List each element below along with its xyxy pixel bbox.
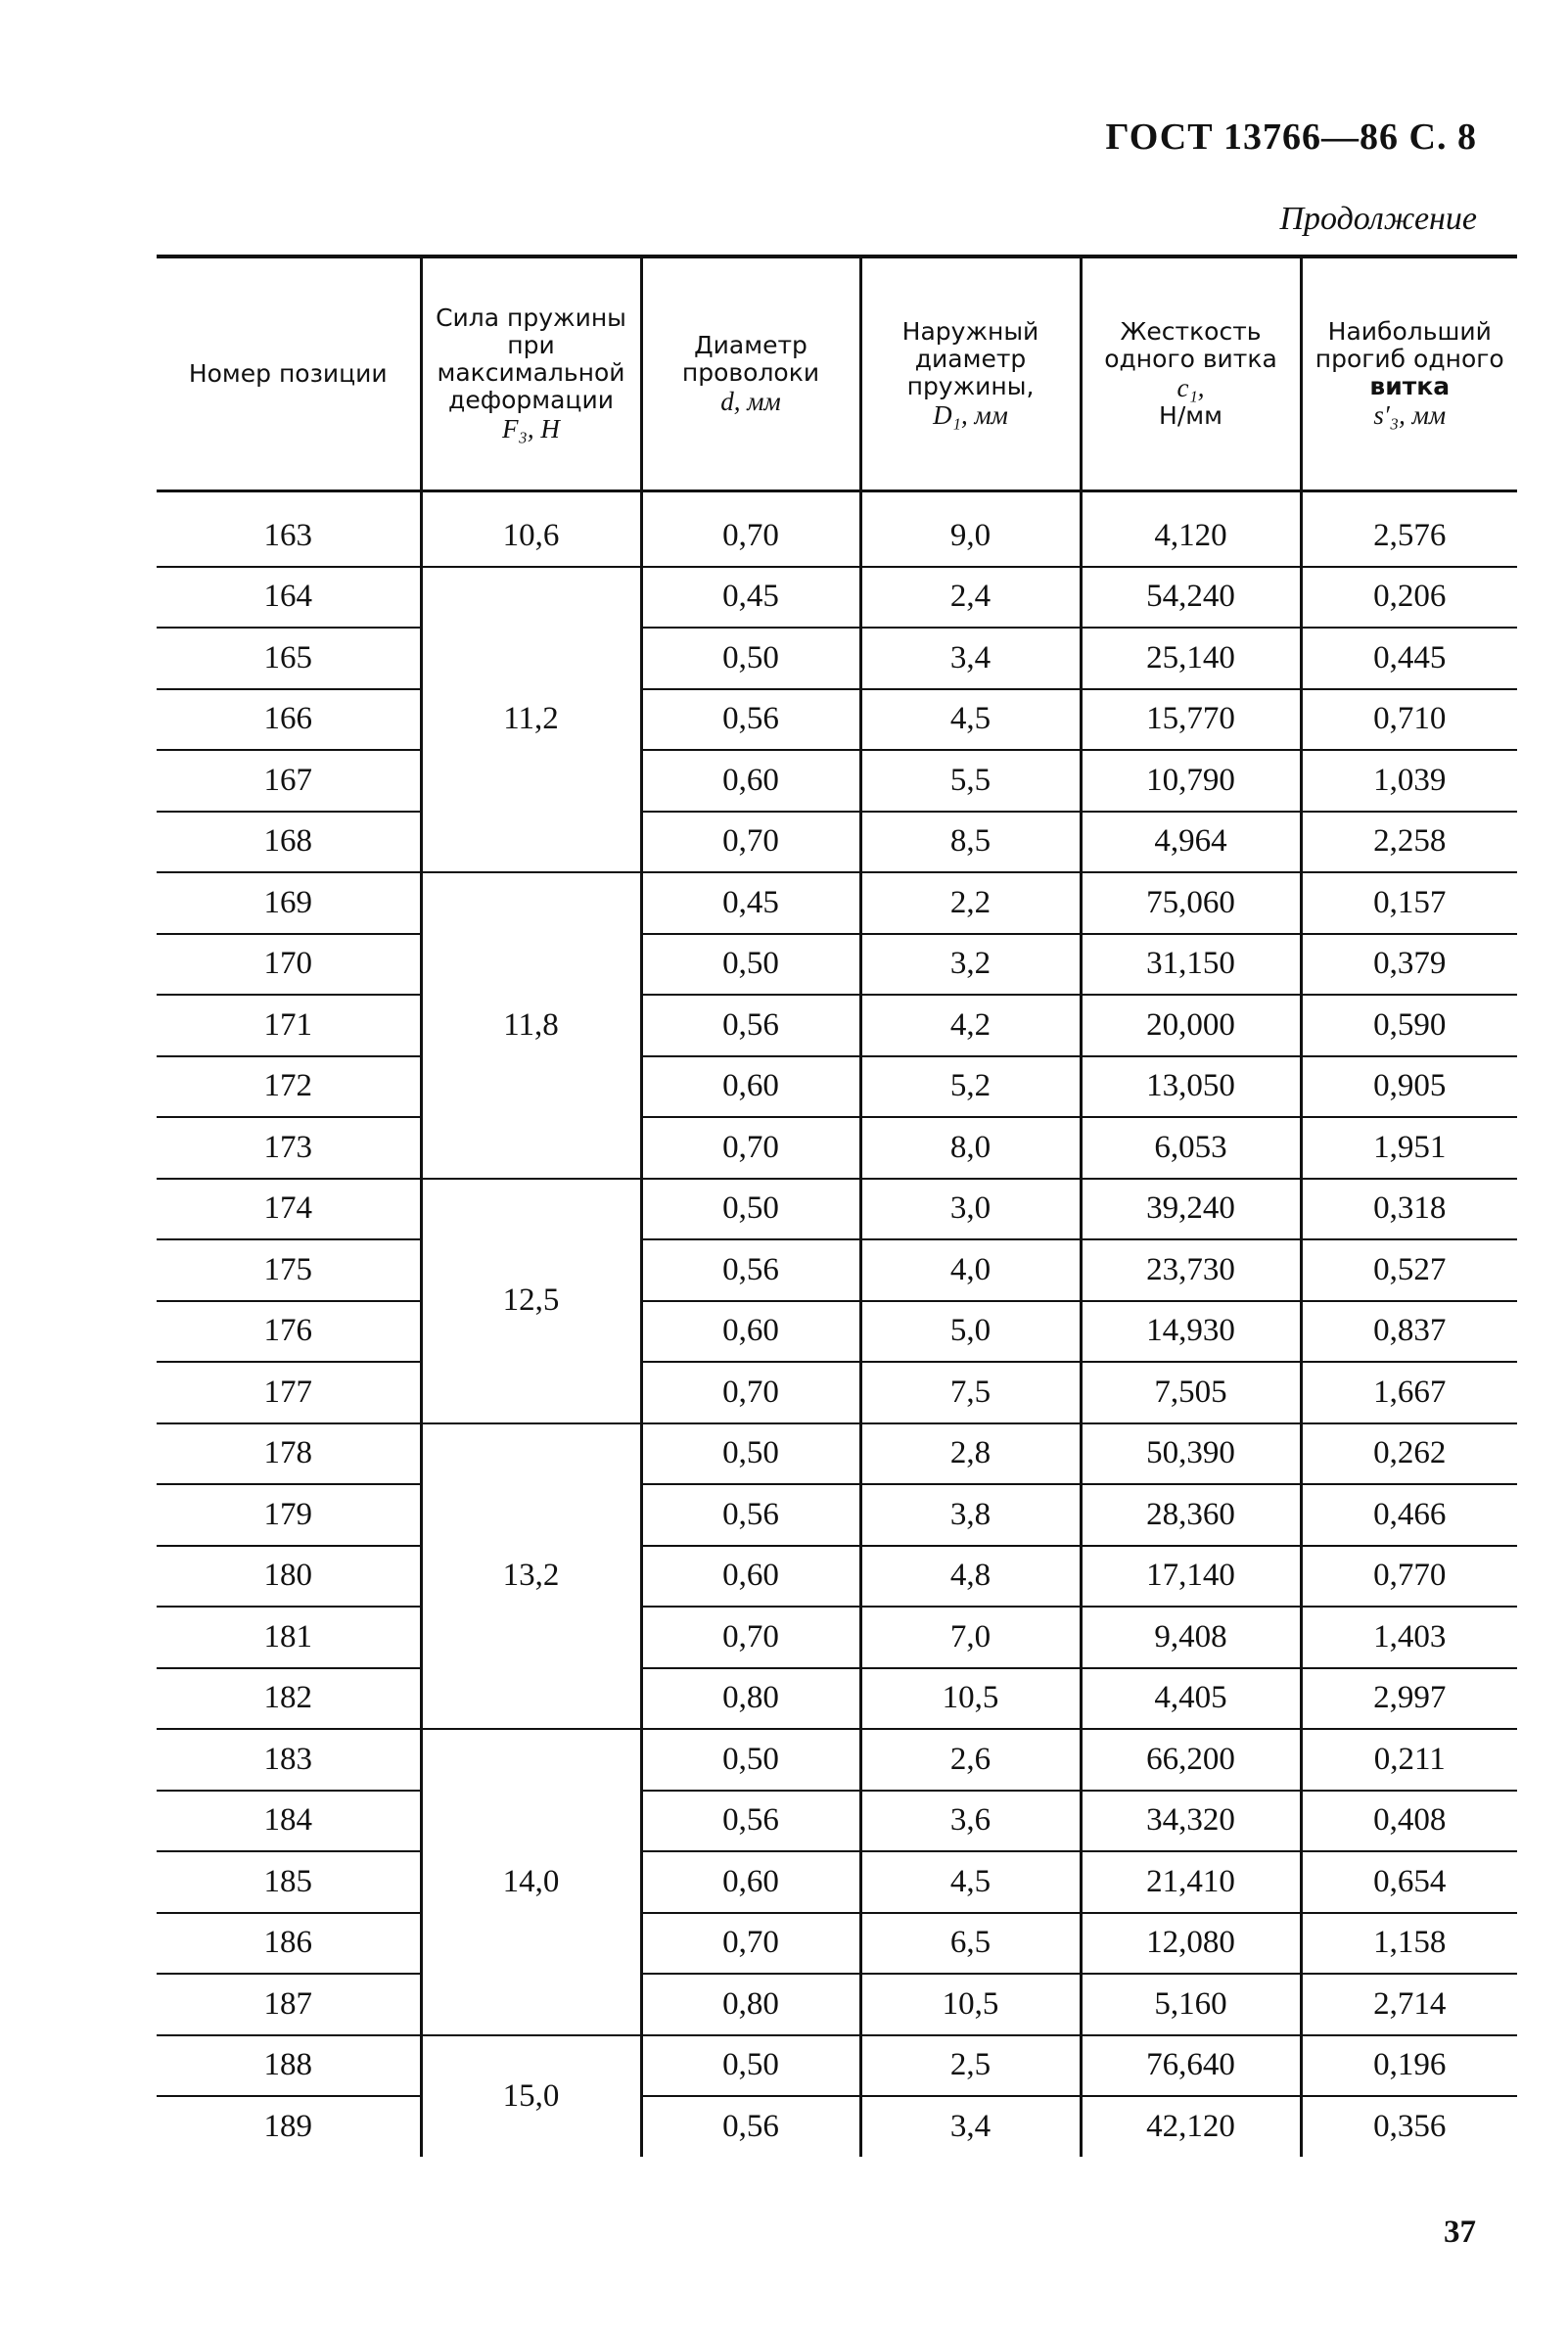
wire-diameter-cell: 0,50 xyxy=(641,1729,860,1791)
stiffness-cell: 13,050 xyxy=(1081,1056,1301,1118)
wire-diameter-cell: 0,50 xyxy=(641,1179,860,1240)
wire-diameter-cell: 0,56 xyxy=(641,1484,860,1546)
table-row xyxy=(157,750,1517,812)
position-cell: 175 xyxy=(157,1239,421,1301)
stiffness-cell: 76,640 xyxy=(1081,2035,1301,2097)
deflection-cell: 0,157 xyxy=(1301,872,1517,934)
force-cell: 10,6 xyxy=(421,491,641,567)
outer-diameter-cell: 2,4 xyxy=(860,567,1081,629)
wire-diameter-cell: 0,50 xyxy=(641,934,860,996)
position-cell: 184 xyxy=(157,1791,421,1852)
force-cell: 14,0 xyxy=(421,1729,641,2035)
position-cell: 174 xyxy=(157,1179,421,1240)
outer-diameter-cell: 2,2 xyxy=(860,872,1081,934)
wire-diameter-cell: 0,45 xyxy=(641,567,860,629)
stiffness-cell: 23,730 xyxy=(1081,1239,1301,1301)
table-row xyxy=(157,872,1517,934)
header-stiffness: Жесткость одного витка c₁, Н/мм xyxy=(1081,256,1301,491)
position-cell: 185 xyxy=(157,1851,421,1913)
outer-diameter-cell: 5,0 xyxy=(860,1301,1081,1363)
position-cell: 178 xyxy=(157,1423,421,1485)
table-row xyxy=(157,1179,1517,1240)
position-cell: 180 xyxy=(157,1546,421,1608)
outer-diameter-cell: 5,5 xyxy=(860,750,1081,812)
force-cell: 13,2 xyxy=(421,1423,641,1730)
stiffness-cell: 10,790 xyxy=(1081,750,1301,812)
deflection-cell: 0,262 xyxy=(1301,1423,1517,1485)
wire-diameter-cell: 0,56 xyxy=(641,1239,860,1301)
outer-diameter-cell: 10,5 xyxy=(860,1668,1081,1730)
deflection-cell: 1,158 xyxy=(1301,1913,1517,1975)
stiffness-cell: 12,080 xyxy=(1081,1913,1301,1975)
table-row xyxy=(157,995,1517,1056)
position-cell: 179 xyxy=(157,1484,421,1546)
deflection-cell: 0,527 xyxy=(1301,1239,1517,1301)
deflection-cell: 1,951 xyxy=(1301,1117,1517,1179)
deflection-cell: 0,211 xyxy=(1301,1729,1517,1791)
stiffness-cell: 7,505 xyxy=(1081,1362,1301,1423)
outer-diameter-cell: 8,5 xyxy=(860,812,1081,873)
wire-diameter-cell: 0,70 xyxy=(641,1607,860,1668)
table-row xyxy=(157,1484,1517,1546)
wire-diameter-cell: 0,56 xyxy=(641,2096,860,2157)
position-cell: 169 xyxy=(157,872,421,934)
stiffness-cell: 25,140 xyxy=(1081,628,1301,689)
deflection-cell: 2,997 xyxy=(1301,1668,1517,1730)
stiffness-cell: 39,240 xyxy=(1081,1179,1301,1240)
stiffness-cell: 14,930 xyxy=(1081,1301,1301,1363)
wire-diameter-cell: 0,70 xyxy=(641,1117,860,1179)
position-cell: 166 xyxy=(157,689,421,751)
wire-diameter-cell: 0,60 xyxy=(641,1546,860,1608)
wire-diameter-cell: 0,60 xyxy=(641,1056,860,1118)
outer-diameter-cell: 10,5 xyxy=(860,1974,1081,2035)
wire-diameter-cell: 0,50 xyxy=(641,2035,860,2097)
table-row xyxy=(157,689,1517,751)
force-cell: 11,2 xyxy=(421,567,641,873)
position-cell: 170 xyxy=(157,934,421,996)
stiffness-cell: 17,140 xyxy=(1081,1546,1301,1608)
wire-diameter-cell: 0,60 xyxy=(641,1851,860,1913)
header-force: Сила пружины при максимальной деформации F₃, Н xyxy=(421,256,641,491)
stiffness-cell: 34,320 xyxy=(1081,1791,1301,1852)
position-cell: 176 xyxy=(157,1301,421,1363)
deflection-cell: 0,206 xyxy=(1301,567,1517,629)
table-row xyxy=(157,1056,1517,1118)
table-row xyxy=(157,1423,1517,1485)
table-row xyxy=(157,1546,1517,1608)
stiffness-cell: 21,410 xyxy=(1081,1851,1301,1913)
deflection-cell: 0,654 xyxy=(1301,1851,1517,1913)
position-cell: 186 xyxy=(157,1913,421,1975)
outer-diameter-cell: 4,5 xyxy=(860,1851,1081,1913)
deflection-cell: 0,318 xyxy=(1301,1179,1517,1240)
outer-diameter-cell: 6,5 xyxy=(860,1913,1081,1975)
wire-diameter-cell: 0,50 xyxy=(641,628,860,689)
document-reference: ГОСТ 13766—86 С. 8 xyxy=(1105,117,1477,158)
table-row xyxy=(157,1791,1517,1852)
deflection-cell: 2,576 xyxy=(1301,491,1517,567)
stiffness-cell: 28,360 xyxy=(1081,1484,1301,1546)
force-cell: 11,8 xyxy=(421,872,641,1179)
wire-diameter-cell: 0,80 xyxy=(641,1974,860,2035)
stiffness-cell: 31,150 xyxy=(1081,934,1301,996)
outer-diameter-cell: 4,8 xyxy=(860,1546,1081,1608)
stiffness-cell: 4,120 xyxy=(1081,491,1301,567)
position-cell: 181 xyxy=(157,1607,421,1668)
deflection-cell: 1,667 xyxy=(1301,1362,1517,1423)
position-cell: 188 xyxy=(157,2035,421,2097)
position-cell: 183 xyxy=(157,1729,421,1791)
outer-diameter-cell: 7,5 xyxy=(860,1362,1081,1423)
stiffness-cell: 4,405 xyxy=(1081,1668,1301,1730)
table-row xyxy=(157,812,1517,873)
wire-diameter-cell: 0,56 xyxy=(641,995,860,1056)
stiffness-cell: 15,770 xyxy=(1081,689,1301,751)
table-row xyxy=(157,2035,1517,2097)
position-cell: 163 xyxy=(157,491,421,567)
outer-diameter-cell: 2,5 xyxy=(860,2035,1081,2097)
deflection-cell: 1,039 xyxy=(1301,750,1517,812)
table-row xyxy=(157,628,1517,689)
outer-diameter-cell: 5,2 xyxy=(860,1056,1081,1118)
table-row xyxy=(157,1851,1517,1913)
position-cell: 189 xyxy=(263,2108,312,2144)
table-row xyxy=(157,567,1517,629)
table-row xyxy=(157,1607,1517,1668)
position-cell: 165 xyxy=(157,628,421,689)
wire-diameter-cell: 0,56 xyxy=(641,689,860,751)
deflection-cell: 0,379 xyxy=(1301,934,1517,996)
deflection-cell: 1,403 xyxy=(1301,1607,1517,1668)
stiffness-cell: 50,390 xyxy=(1081,1423,1301,1485)
table-body xyxy=(157,491,1517,2157)
stiffness-cell: 5,160 xyxy=(1081,1974,1301,2035)
table-row xyxy=(157,1974,1517,2035)
wire-diameter-cell: 0,80 xyxy=(641,1668,860,1730)
outer-diameter-cell: 3,2 xyxy=(860,934,1081,996)
outer-diameter-cell: 4,0 xyxy=(860,1239,1081,1301)
outer-diameter-cell: 3,4 xyxy=(860,628,1081,689)
outer-diameter-cell: 4,2 xyxy=(860,995,1081,1056)
table-row xyxy=(157,1362,1517,1423)
wire-diameter-cell: 0,45 xyxy=(641,872,860,934)
wire-diameter-cell: 0,60 xyxy=(641,1301,860,1363)
position-cell: 167 xyxy=(157,750,421,812)
outer-diameter-cell: 4,5 xyxy=(860,689,1081,751)
stiffness-cell: 75,060 xyxy=(1081,872,1301,934)
deflection-cell: 0,445 xyxy=(1301,628,1517,689)
wire-diameter-cell: 0,56 xyxy=(641,1791,860,1852)
table-row xyxy=(157,1668,1517,1730)
header-position: Номер позиции xyxy=(157,256,421,491)
deflection-cell: 0,590 xyxy=(1301,995,1517,1056)
deflection-cell: 0,905 xyxy=(1301,1056,1517,1118)
outer-diameter-cell: 3,4 xyxy=(860,2096,1081,2157)
deflection-cell: 0,466 xyxy=(1301,1484,1517,1546)
wire-diameter-cell: 0,70 xyxy=(641,491,860,567)
table-row xyxy=(157,2096,1517,2157)
force-cell: 12,5 xyxy=(421,1179,641,1423)
position-cell: 168 xyxy=(157,812,421,873)
outer-diameter-cell: 2,8 xyxy=(860,1423,1081,1485)
page-number: 37 xyxy=(1444,2214,1476,2250)
outer-diameter-cell: 3,8 xyxy=(860,1484,1081,1546)
outer-diameter-cell: 9,0 xyxy=(860,491,1081,567)
deflection-cell: 0,356 xyxy=(1301,2096,1517,2157)
position-cell: 171 xyxy=(157,995,421,1056)
deflection-cell: 2,258 xyxy=(1301,812,1517,873)
outer-diameter-cell: 3,6 xyxy=(860,1791,1081,1852)
wire-diameter-cell: 0,70 xyxy=(641,1362,860,1423)
table-row xyxy=(157,491,1517,567)
table-row xyxy=(157,1117,1517,1179)
outer-diameter-cell: 3,0 xyxy=(860,1179,1081,1240)
deflection-cell: 0,770 xyxy=(1301,1546,1517,1608)
table-row xyxy=(157,934,1517,996)
wire-diameter-cell: 0,70 xyxy=(641,1913,860,1975)
table-row xyxy=(157,1913,1517,1975)
table-row xyxy=(157,1729,1517,1791)
deflection-cell: 0,196 xyxy=(1301,2035,1517,2097)
wire-diameter-cell: 0,60 xyxy=(641,750,860,812)
position-cell: 182 xyxy=(157,1668,421,1730)
wire-diameter-cell: 0,70 xyxy=(641,812,860,873)
deflection-cell: 0,837 xyxy=(1301,1301,1517,1363)
stiffness-cell: 9,408 xyxy=(1081,1607,1301,1668)
stiffness-cell: 4,964 xyxy=(1081,812,1301,873)
position-cell: 177 xyxy=(157,1362,421,1423)
deflection-cell: 0,408 xyxy=(1301,1791,1517,1852)
stiffness-cell: 20,000 xyxy=(1081,995,1301,1056)
position-cell: 172 xyxy=(157,1056,421,1118)
table-row xyxy=(157,1239,1517,1301)
deflection-cell: 2,714 xyxy=(1301,1974,1517,2035)
deflection-cell: 0,710 xyxy=(1301,689,1517,751)
position-cell: 164 xyxy=(157,567,421,629)
stiffness-cell: 42,120 xyxy=(1081,2096,1301,2157)
stiffness-cell: 6,053 xyxy=(1081,1117,1301,1179)
header-wire-diameter: Диаметр проволоки d, мм xyxy=(641,256,860,491)
spring-spec-table xyxy=(157,255,1517,2157)
wire-diameter-cell: 0,50 xyxy=(641,1423,860,1485)
outer-diameter-cell: 8,0 xyxy=(860,1117,1081,1179)
position-cell: 187 xyxy=(157,1974,421,2035)
stiffness-cell: 54,240 xyxy=(1081,567,1301,629)
table-header-row xyxy=(157,256,1517,491)
continuation-label: Продолжение xyxy=(1279,201,1477,237)
outer-diameter-cell: 2,6 xyxy=(860,1729,1081,1791)
outer-diameter-cell: 7,0 xyxy=(860,1607,1081,1668)
position-cell: 173 xyxy=(157,1117,421,1179)
table-row xyxy=(157,1301,1517,1363)
stiffness-cell: 66,200 xyxy=(1081,1729,1301,1791)
force-cell: 15,0 xyxy=(421,2035,641,2157)
header-outer-diameter: Наружный диаметр пружины, D₁, мм xyxy=(860,256,1081,491)
header-max-deflection: Наибольший прогиб одного витка s′₃, мм xyxy=(1301,256,1517,491)
